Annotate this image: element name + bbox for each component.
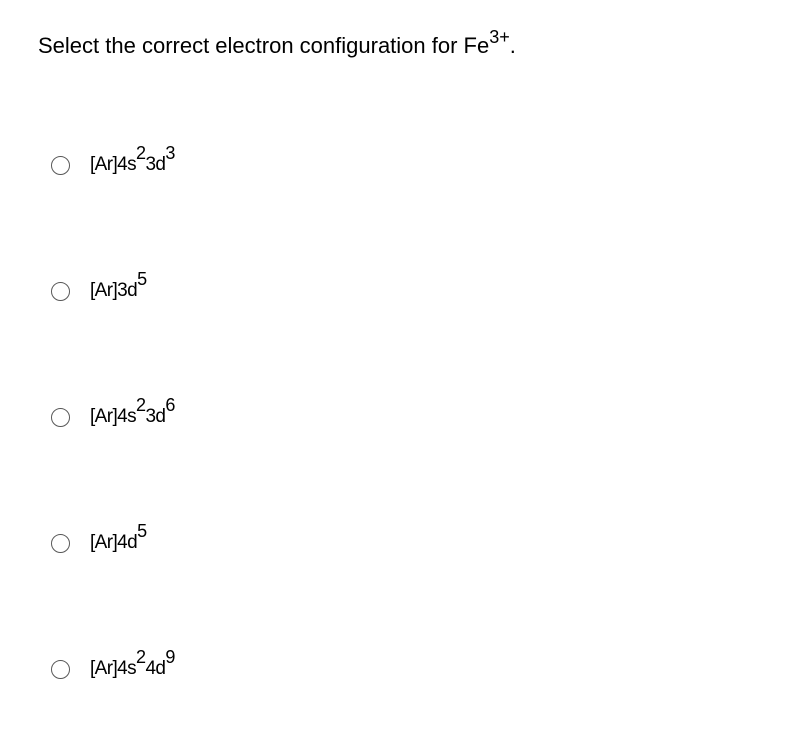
radio-button[interactable] bbox=[51, 534, 70, 553]
radio-button[interactable] bbox=[51, 282, 70, 301]
question-text bbox=[38, 27, 516, 62]
option-label: $[Ar]4d^5$ bbox=[90, 521, 147, 553]
answer-option-4[interactable] bbox=[51, 521, 147, 558]
option-label: $[Ar]4s^24d^9$ bbox=[90, 647, 175, 679]
answer-option-3[interactable] bbox=[51, 395, 175, 432]
answer-option-5[interactable] bbox=[51, 647, 175, 684]
option-label: $[Ar]4s^23d^3$ bbox=[90, 143, 175, 175]
question-suffix: . bbox=[509, 33, 516, 58]
radio-button[interactable] bbox=[51, 660, 70, 679]
question-charge-superscript: 3+ bbox=[489, 27, 510, 48]
option-label: $[Ar]4s^23d^6$ bbox=[90, 395, 175, 427]
answer-option-2[interactable] bbox=[51, 269, 147, 306]
question-prefix: Select the correct electron configuration for Fe bbox=[38, 33, 490, 58]
radio-button[interactable] bbox=[51, 156, 70, 175]
answer-option-1[interactable] bbox=[51, 143, 175, 180]
radio-button[interactable] bbox=[51, 408, 70, 427]
option-label: $[Ar]3d^5$ bbox=[90, 269, 147, 301]
